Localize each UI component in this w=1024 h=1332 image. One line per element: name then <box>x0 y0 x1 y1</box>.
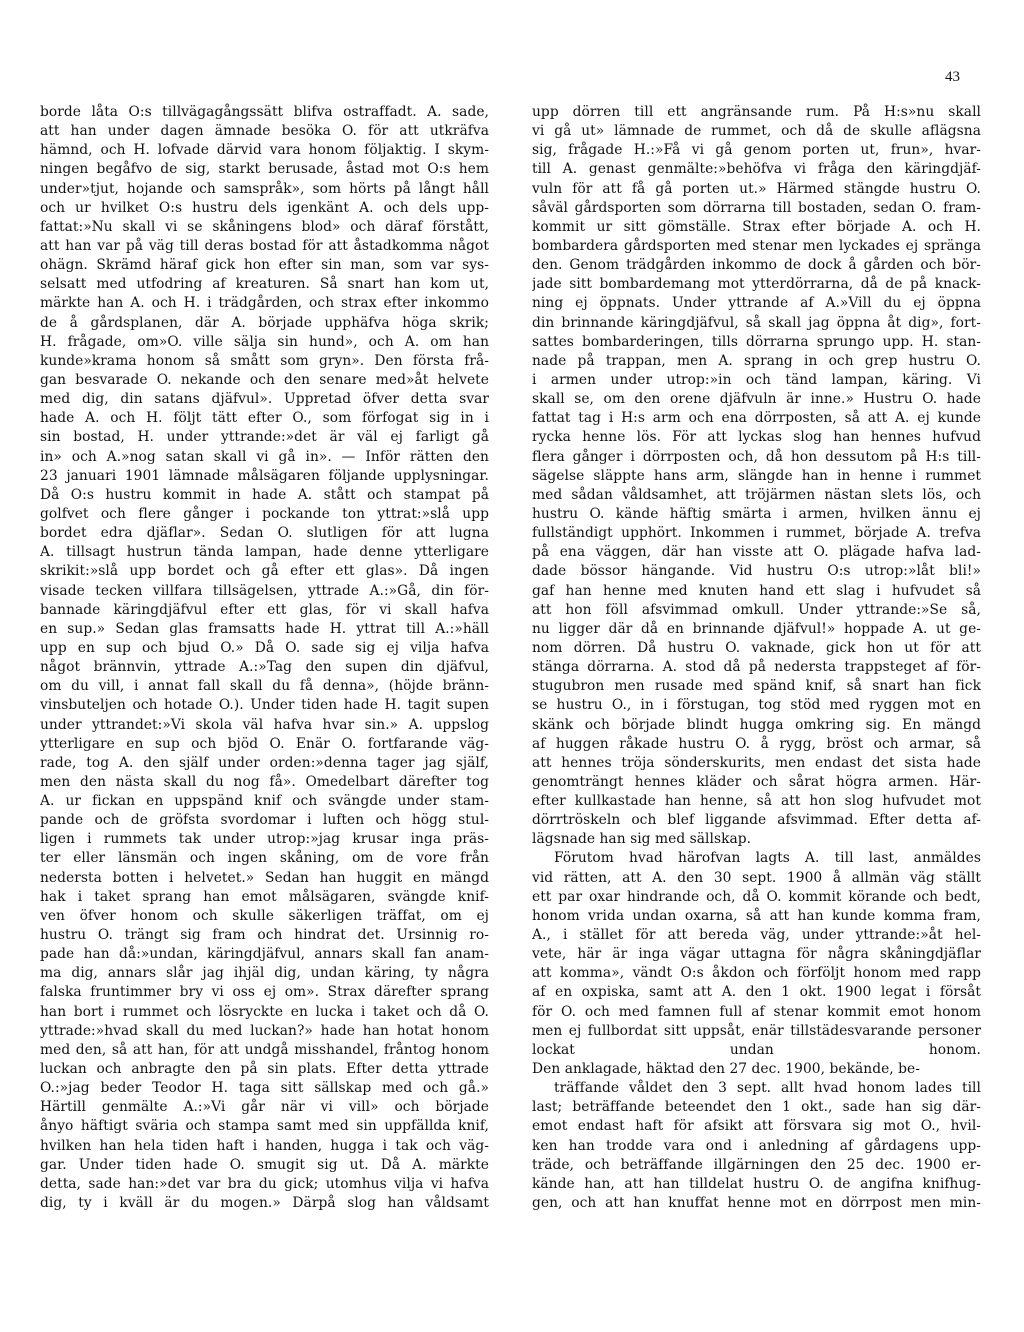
text-line: gan besvarade O. nekande och den senare med»åt helvete <box>40 371 489 388</box>
text-line: din brinnande käringdjäfvul, så skall jag öppna åt dig», fort- <box>532 314 981 331</box>
text-line: sägelse släppte hans arm, slängde han in henne i rummet <box>532 467 981 484</box>
text-line: gen, och att han knuffat henne mot en dörrpost men min- <box>532 1195 981 1212</box>
text-line: ven öfver honom och skulle säkerligen träffat, om ej <box>40 907 489 924</box>
text-line: att hennes tröja sönderskurits, men endast det sista hade <box>532 754 981 771</box>
text-line: pade han då:»undan, käringdjäfvul, annars skall fan anam- <box>40 946 489 963</box>
text-line: ningen begåfvo de sig, starkt berusade, åstad mot O:s hem <box>40 161 489 178</box>
text-line: skrikit:»slå upp bordet och gå efter ett glas». Då ingen <box>40 563 489 580</box>
text-line: nade på trappan, men A. sprang in och grep hustru O. <box>532 352 981 369</box>
text-line: ohägn. Skrämd häraf gick hon efter sin man, som var sys- <box>40 257 489 274</box>
text-line: A. tillsagt hustrun tända lampan, hade denne ytterligare <box>40 544 489 561</box>
text-line: att han var på väg till deras bostad för att åstadkomma något <box>40 237 489 254</box>
text-line: hade A. och H. följt tätt efter O., som förfogat sig in i <box>40 410 489 427</box>
text-line: ånyo häftigt sväria och stampa samt med sin uppfällda knif, <box>40 1118 489 1135</box>
text-line: under yttrandet:»Vi skola väl hafva hvar sin.» A. uppslog <box>40 716 489 733</box>
text-line: nom dörren. Då hustru O. vaknade, gick hon ut för att <box>532 639 981 656</box>
text-line: O.:»jag beder Teodor H. taga sitt sällskap med och gå.» <box>40 1080 489 1097</box>
text-line: hämnd, och H. lofvade därvid vara honom följaktig. I skym- <box>40 142 489 159</box>
text-line: att han under dagen ämnade besöka O. för att utkräfva <box>40 123 489 140</box>
text-line: falska fruntimmer bry vi oss ej om». Strax därefter sprang <box>40 984 489 1001</box>
text-line: ken han trodde vara ond i anledning af gårdagens upp- <box>532 1137 981 1154</box>
text-line: se hustru O., in i förstugan, tog stöd med ryggen mot en <box>532 697 981 714</box>
text-line: han bort i rummet och lösryckte en lucka i taket och då O. <box>40 1003 489 1020</box>
text-line: Härtill genmälte A.:»Vi går när vi vill» och började <box>40 1099 489 1116</box>
text-line: stugubron men rusade med spänd knif, så snart han fick <box>532 678 981 695</box>
text-line: fattat tag i H:s arm och ena dörrposten, så att A. ej kunde <box>532 410 981 427</box>
text-line: märkte han A. och H. i trädgården, och strax efter inkommo <box>40 295 489 312</box>
right-text-column <box>532 103 981 1213</box>
text-line: dig, ty i kväll är du mogen.» Därpå slog han våldsamt <box>40 1195 489 1212</box>
text-line: skänk och började blindt hugga omkring sig. En mängd <box>532 716 981 733</box>
text-line: kunde»krama honom så smått som gryn». Den första frå- <box>40 352 489 369</box>
text-line: med dig, din satans djäfvul». Uppretad öfver detta svar <box>40 391 489 408</box>
text-line: ning ej öppnats. Under yttrande af A.»Vill du ej öppna <box>532 295 981 312</box>
text-line: hak i taket sprang han emot målsägaren, svängde knif- <box>40 888 489 905</box>
text-line: vete, här är inga vägar uttagna för några skåningdjäflar <box>532 946 981 963</box>
text-line: ligen i rummets tak under utrop:»jag krusar inga präs- <box>40 831 489 848</box>
text-line: hustru O. kände häftig smärta i armen, hvilken ännu ej <box>532 505 981 522</box>
text-line: stänga dörrarna. A. stod då på nedersta trappsteget af för- <box>532 659 981 676</box>
text-line: lockat undan honom. <box>532 1041 981 1058</box>
text-line: vuln för att få gå porten ut.» Härmed stängde hustru O. <box>532 180 981 197</box>
text-line: till A. genast genmälte:»behöfva vi fråga den käringdjäf- <box>532 161 981 178</box>
text-line: att hon föll afsvimmad omkull. Under yttrande:»Se så, <box>532 601 981 618</box>
text-line: något brännvin, yttrade A.:»Tag den supen din djäfvul, <box>40 659 489 676</box>
text-line: nedersta botten i helvetet.» Sedan han huggit en mängd <box>40 869 489 886</box>
text-line: dörrtröskeln och blef liggande afsvimmad. Efter detta af- <box>532 812 981 829</box>
text-line: dade bössor hängande. Vid hustru O:s utrop:»låt bli!» <box>532 563 981 580</box>
text-line: jade sitt bombardemang mot ytterdörrarna, då de på knack- <box>532 276 981 293</box>
text-line: bordet edra djäflar». Sedan O. slutligen för att lugna <box>40 525 489 542</box>
text-line: bombardera gårdsporten med stenar men lyckades ej spränga <box>532 237 981 254</box>
text-line: rycka henne lös. För att lyckas slog han hennes hufvud <box>532 429 981 446</box>
text-line: vid rätten, att A. den 30 sept. 1900 å allmän väg ställt <box>532 869 981 886</box>
text-line: H. frågade, om»O. ville sälja sin hund», och A. om han <box>40 333 489 350</box>
text-line: skall se, om den orene djäfvuln är inne.» Hustru O. hade <box>532 391 981 408</box>
text-line: Förutom hvad härofvan lagts A. till last, anmäldes <box>554 850 981 867</box>
text-line: sattes bombarderingen, tills dörrarna sprungo upp. H. stan- <box>532 333 981 350</box>
text-line: gaf han henne med knuten hand ett slag i hufvudet så <box>532 582 981 599</box>
text-line: såväl gårdsporten som dörrarna till bostaden, sedan O. fram- <box>532 199 981 216</box>
text-line: visade tecken villfara tillsägelsen, yttrade A.:»Gå, din för- <box>40 582 489 599</box>
text-line: ma dig, annars slår jag ihjäl dig, undan käring, ty några <box>40 965 489 982</box>
text-line: 23 januari 1901 lämnade målsägaren följande upplysningar. <box>40 467 489 484</box>
text-line: ytterligare en sup och bjöd O. Enär O. fortfarande väg- <box>40 735 489 752</box>
text-line: nu ligger där då en brinnande djäfvul!» hoppade A. ut ge- <box>532 620 981 637</box>
text-line: men ej fullbordat sitt uppsåt, enär tillstädesvarande personer <box>532 1022 981 1039</box>
text-line: golfvet och flere gånger i pockande ton yttrat:»slå upp <box>40 505 489 522</box>
text-line: A. ur fickan en uppspänd knif och svängde under stam- <box>40 793 489 810</box>
text-line: ter eller länsmän och ingen skåning, om de vore från <box>40 850 489 867</box>
text-line: den. Genom trädgården inkommo de dock å gården och bör- <box>532 257 981 274</box>
text-line: bannade käringdjäfvul efter ett glas, för vi skall hafva <box>40 601 489 618</box>
text-line: honom vrida undan oxarna, så att han kunde komma fram, <box>532 907 981 924</box>
text-line: om du vill, i annat fall skall du få denna», (höjde bränn- <box>40 678 489 695</box>
left-text-column <box>40 103 489 1213</box>
text-line: hustru O. trängt sig fram och hindrat det. Ursinnig ro- <box>40 927 489 944</box>
text-line: genomträngt hennes kläder och sårat högra armen. Här- <box>532 773 981 790</box>
text-line: under»tjut, hojande och samspråk», som hörts på långt håll <box>40 180 489 197</box>
text-line: men den nästa skall du nog få». Omedelbart därefter tog <box>40 773 489 790</box>
text-line: in» och A.»nog satan skall vi gå in». — Inför rätten den <box>40 448 489 465</box>
text-line: last; beträffande beteendet den 1 okt., sade han sig där- <box>532 1099 981 1116</box>
text-line: flera gånger i dörrposten och, då hon dessutom på H:s till- <box>532 448 981 465</box>
text-line: A., i stället för att bereda väg, under yttrande:»åt hel- <box>532 927 981 944</box>
text-line: af huggen råkade hustru O. å rygg, bröst och armar, så <box>532 735 981 752</box>
text-line: borde låta O:s tillvägagångssätt blifva ostraffadt. A. sade, <box>40 104 489 120</box>
text-line: af en oxpiska, samt att A. den 1 okt. 1900 legat i försåt <box>532 984 981 1001</box>
text-line: kommit ur sitt gömställe. Strax efter började A. och H. <box>532 218 981 235</box>
text-line: för O. och med famnen full af stenar kommit emot honom <box>532 1003 981 1020</box>
text-line: träde, och beträffande illgärningen den 25 dec. 1900 er- <box>532 1156 981 1173</box>
text-line: kände han, att han tilldelat hustru O. de angifna knifhug- <box>532 1175 981 1192</box>
text-line: fattat:»Nu skall vi se skåningens blod» och däraf förstått, <box>40 218 489 235</box>
text-line: vi gå ut» lämnade de rummet, och då de skulle aflägsna <box>532 123 981 140</box>
text-line: rade, tog A. den själf under orden:»denna tager jag själf, <box>40 754 489 771</box>
text-line: på ena väggen, där han visste att O. plägade hafva lad- <box>532 544 981 561</box>
text-line: lägsnade han sig med sällskap. <box>532 831 752 848</box>
text-line: yttrade:»hvad skall du med luckan?» hade han hotat honom <box>40 1022 489 1039</box>
text-line: och ur hvilket O:s hustru dels igenkänt A. och dels upp- <box>40 199 489 216</box>
text-line: med den, så att han, för att undgå misshandel, fråntog honom <box>40 1041 489 1058</box>
text-line: selsatt med utfodring af kreaturen. Så snart han kom ut, <box>40 276 489 293</box>
text-line: Den anklagade, häktad den 27 dec. 1900, bekände, be- <box>532 1061 920 1078</box>
text-line: att komma», vändt O:s åkdon och förföljt honom med rapp <box>532 965 981 982</box>
text-line: upp en sup och bjud O.» Då O. sade sig ej vilja hafva <box>40 639 489 656</box>
text-line: Då O:s hustru kommit in hade A. stått och stampat på <box>40 486 489 503</box>
text-line: träffande våldet den 3 sept. allt hvad honom lades till <box>554 1080 981 1097</box>
text-line: efter kullkastade han henne, så att hon slog hufvudet mot <box>532 793 981 810</box>
text-line: detta, sade han:»det var bra du gick; utomhus vilja vi hafva <box>40 1175 489 1192</box>
text-line: vinsbuteljen och hotade O.). Under tiden hade H. tagit supen <box>40 697 489 714</box>
text-line: sin bostad, H. under yttrande:»det är väl ej farligt gå <box>40 429 489 446</box>
text-line: de å gårdsplanen, där A. började upphäfva höga skrik; <box>40 314 489 331</box>
text-line: upp dörren till ett angränsande rum. På H:s»nu skall <box>532 104 981 120</box>
text-line: gar. Under tiden hade O. smugit sig ut. Då A. märkte <box>40 1156 489 1173</box>
text-line: ett par oxar hindrande och, då O. kommit körande och bedt, <box>532 888 981 905</box>
text-line: i armen under utrop:»in och tänd lampan, käring. Vi <box>532 371 981 388</box>
text-line: med sådan våldsamhet, att tröjärmen nästan slets lös, och <box>532 486 981 503</box>
text-line: fullständigt upphört. Inkommen i rummet, började A. trefva <box>532 525 981 542</box>
text-line: pande och de gröfsta svordomar i luften och högg stul- <box>40 812 489 829</box>
text-line: emot endast haft för afsikt att försvara sig mot O., hvil- <box>532 1118 981 1135</box>
text-line: hvilken han hela tiden haft i handen, hugga i tak och väg- <box>40 1137 489 1154</box>
text-line: sig, frågade H.:»Få vi gå genom porten ut, frun», hvar- <box>532 142 981 159</box>
page-number: 43 <box>945 69 960 85</box>
text-line: en sup.» Sedan glas framsatts hade H. yttrat till A.:»häll <box>40 620 489 637</box>
text-line: luckan och anbragte den på sin plats. Efter detta yttrade <box>40 1061 489 1078</box>
